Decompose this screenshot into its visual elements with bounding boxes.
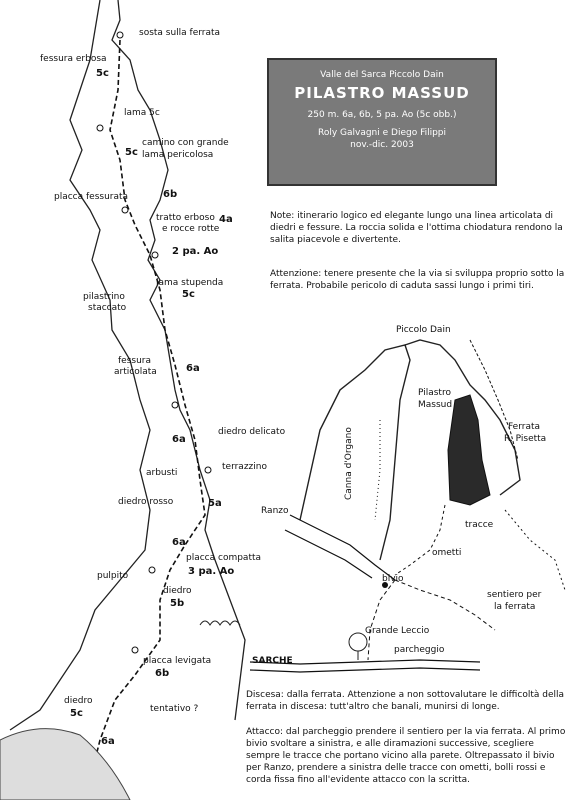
map-label-la-ferrata: la ferrata [494,602,536,612]
map-label-massud: Massud [418,400,453,410]
map-label-sarche: SARCHE [252,656,293,666]
grade: 5c [182,289,195,300]
label-placca-compatta: placca compatta [186,553,262,563]
page-title: PILASTRO MASSUD [294,84,470,102]
attacco-text: Attacco: dal parcheggio prendere il sentiero per la via ferrata. Al primo bivio svoltare a sinistra, e alle diramazioni successive, scegliere sempre le tracce che portano vicino alla parete. Oltrepassato il bivio per Ranzo, prendere a sinistra delle tracce con ometti, bolli rossi e corda fissa fino all'evidente attacco con la scritta. [246,727,566,785]
title-line-date: nov.-dic. 2003 [350,140,414,150]
grade: 3 pa. Ao [188,566,235,577]
label-camino-2: lama pericolosa [142,150,214,160]
label-arbusti: arbusti [146,468,178,478]
map-label-r-pisetta: R. Pisetta [504,434,547,444]
grade: 2 pa. Ao [172,246,219,257]
grade: 6a [101,736,115,747]
map-label-piccolo-dain: Piccolo Dain [396,325,451,335]
map-label-ranzo: Ranzo [261,506,289,516]
grade: 5c [70,708,83,719]
grade: 6a [186,363,200,374]
label-fessura-erbosa: fessura erbosa [40,54,107,64]
title-line-grades: 250 m. 6a, 6b, 5 pa. Ao (5c obb.) [307,110,457,120]
discesa-text: Discesa: dalla ferrata. Attenzione a non sottovalutare le difficoltà della ferrata in discesa: tutt'altro che banali, munirsi di longe. [246,690,565,712]
label-sosta: sosta sulla ferrata [139,28,221,38]
grade: 6a [172,434,186,445]
grade: 5a [208,498,222,509]
map-label-ometti: ometti [432,548,462,558]
label-lama-stupenda: lama stupenda [156,278,224,288]
attenzione-text: Attenzione: tenere presente che la via si sviluppa proprio sotto la ferrata. Probabile pericolo di caduta sassi lungo i primi tiri. [270,269,565,291]
map-label-bivio: bivio [382,574,404,584]
grade: 5b [170,598,185,609]
label-lama: lama 5c [124,108,160,118]
grade: 6b [163,189,178,200]
map-label-ferrata: Ferrata [508,422,541,432]
grade: 4a [219,214,233,225]
label-pulpito: pulpito [97,571,129,581]
label-pilastrino: pilastrino [83,292,125,302]
label-diedro-5c: diedro [64,696,93,706]
label-placca-fessurata: placca fessurata [54,192,129,202]
label-tratto-erboso: tratto erboso [156,213,215,223]
label-placca-levigata: placca levigata [143,656,212,666]
label-diedro: diedro [163,586,192,596]
label-diedro-rosso: diedro rosso [118,497,174,507]
title-line-location: Valle del Sarca Piccolo Dain [320,70,444,80]
label-terrazzino: terrazzino [222,462,267,472]
label-staccato: staccato [88,303,127,313]
label-rocce-rotte: e rocce rotte [162,224,220,234]
label-articolata: articolata [114,367,157,377]
map-label-canna: Canna d'Organo [344,427,354,500]
label-camino: camino con grande [142,138,229,148]
map-label-pilastro: Pilastro [418,388,451,398]
grade: 5c [96,68,109,79]
grade: 6b [155,668,170,679]
map-label-grande-leccio: Grande Leccio [365,626,430,636]
label-diedro-delicato: diedro delicato [218,427,286,437]
title-line-authors: Roly Galvagni e Diego Filippi [317,128,447,138]
label-fessura: fessura [118,356,152,366]
grade: 5c [125,147,138,158]
note-text: Note: itinerario logico ed elegante lungo una linea articolata di diedri e fessure. La roccia solida e l'ottima chiodatura rendono la salita piacevole e divertente. [270,211,563,245]
map-label-parcheggio: parcheggio [394,645,445,655]
map-label-sentiero: sentiero per [487,590,542,600]
label-tentativo: tentativo ? [150,704,199,714]
grade: 6a [172,537,186,548]
map-label-tracce: tracce [465,520,494,530]
